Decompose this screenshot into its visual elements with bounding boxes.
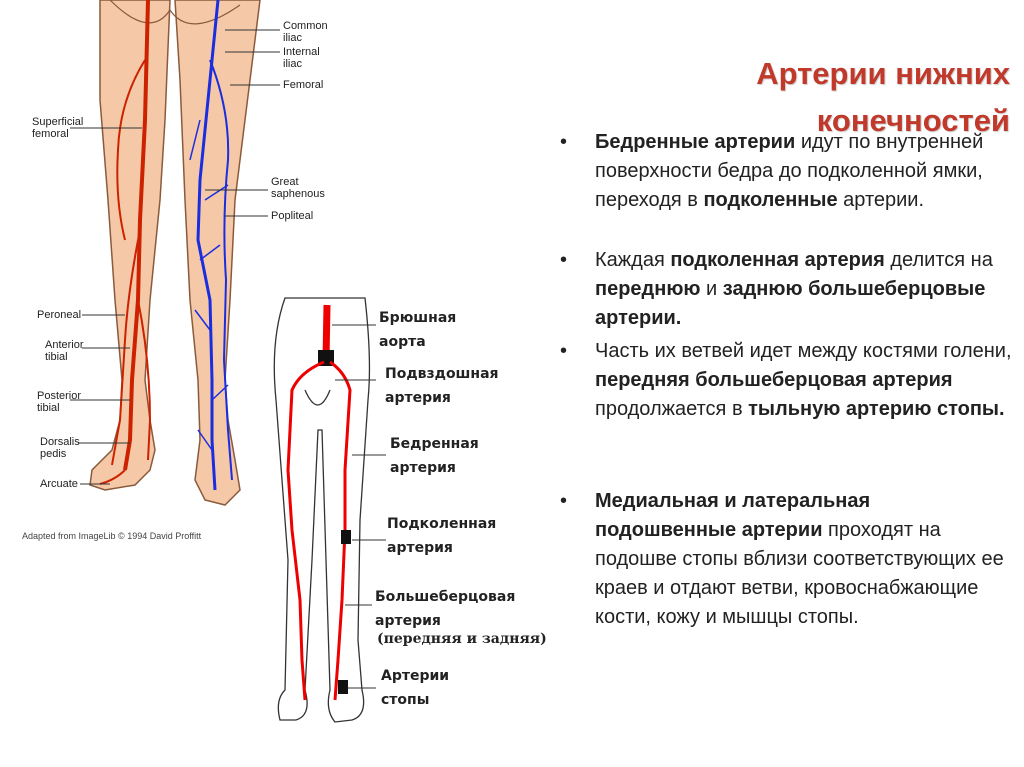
label-tibial-artery: Большеберцовая артерия — [375, 589, 516, 629]
label-great-saphenous: Great saphenous — [271, 176, 325, 200]
bullet-bold-run: подколенные — [703, 189, 838, 211]
bullet-text-run: и — [700, 278, 723, 300]
foot-marker — [338, 680, 348, 694]
bullet-text-run: идут по внутренней поверхности бедра до подколенной ямки, переходя в — [595, 131, 984, 211]
label-iliac-artery: Подвздошная артерия — [385, 366, 499, 406]
bullet-dot: • — [560, 131, 568, 153]
image-credit: Adapted from ImageLib © 1994 David Proffitt — [22, 531, 202, 541]
label-anterior-tibial: Anterior tibial — [45, 339, 84, 363]
bullet-bold-run: передняя большеберцовая артерия — [595, 369, 953, 391]
bullet-text — [595, 487, 1015, 632]
label-foot-arteries: Артерии стопы — [381, 668, 450, 708]
bullet-dot: • — [560, 490, 568, 512]
label-posterior-tibial: Posterior tibial — [37, 390, 82, 414]
label-common-iliac: Common iliac — [283, 20, 328, 44]
label-femoral: Femoral — [283, 79, 324, 91]
label-superficial-femoral: Superficial femoral — [32, 116, 84, 140]
iliac-left — [288, 362, 324, 700]
bullet-bold-run: Медиальная и латеральная подошвенные артерии — [595, 490, 871, 541]
label-dorsalis-pedis: Dorsalis pedis — [40, 436, 80, 460]
label-popliteal: Popliteal — [271, 210, 314, 222]
bullet-text-run: проходят на подошве стопы вблизи соответствующих ее краев и отдают ветви, кровоснабжающие кости, кожу и мышцы стопы. — [595, 519, 1004, 628]
bullet-bold-run: подколенная артерия — [670, 249, 885, 271]
bullet-bold-run: переднюю — [595, 278, 701, 300]
label-internal-iliac: Internal iliac — [283, 46, 320, 70]
label-peroneal: Peroneal — [37, 309, 82, 321]
bullet-bold-run: Бедренные артерии — [595, 131, 796, 153]
title-line-2: конечностей — [816, 103, 1010, 138]
pelvis-detail — [305, 390, 330, 405]
bullet-text — [595, 246, 1015, 333]
bullet-text — [595, 128, 1015, 215]
bullet-text-run: артерии. — [837, 189, 925, 211]
bullet-text-run: делится на — [884, 249, 993, 271]
bullet-dot: • — [560, 249, 568, 271]
label-popliteal-artery: Подколенная артерия — [387, 516, 497, 556]
popliteal-marker — [341, 530, 351, 544]
label-abdominal-aorta: Брюшная аорта — [379, 310, 457, 350]
label-tibial-note: (передняя и задняя) — [377, 631, 547, 647]
label-femoral-artery: Бедренная артерия — [390, 436, 479, 476]
bullet-bold-run: тыльную артерию стопы. — [748, 398, 1005, 420]
bullet-text-run: Часть их ветвей идет между костями голени, — [595, 340, 1012, 362]
label-arcuate: Arcuate — [40, 478, 78, 490]
bullet-dot: • — [560, 340, 568, 362]
bullet-text — [595, 337, 1015, 424]
title-line-1: Артерии нижних — [756, 56, 1010, 91]
bullet-text-run: Каждая — [595, 249, 671, 271]
bullet-text-run: продолжается в — [595, 398, 749, 420]
bullet-bold-run: заднюю большеберцовые артерии. — [595, 278, 986, 329]
